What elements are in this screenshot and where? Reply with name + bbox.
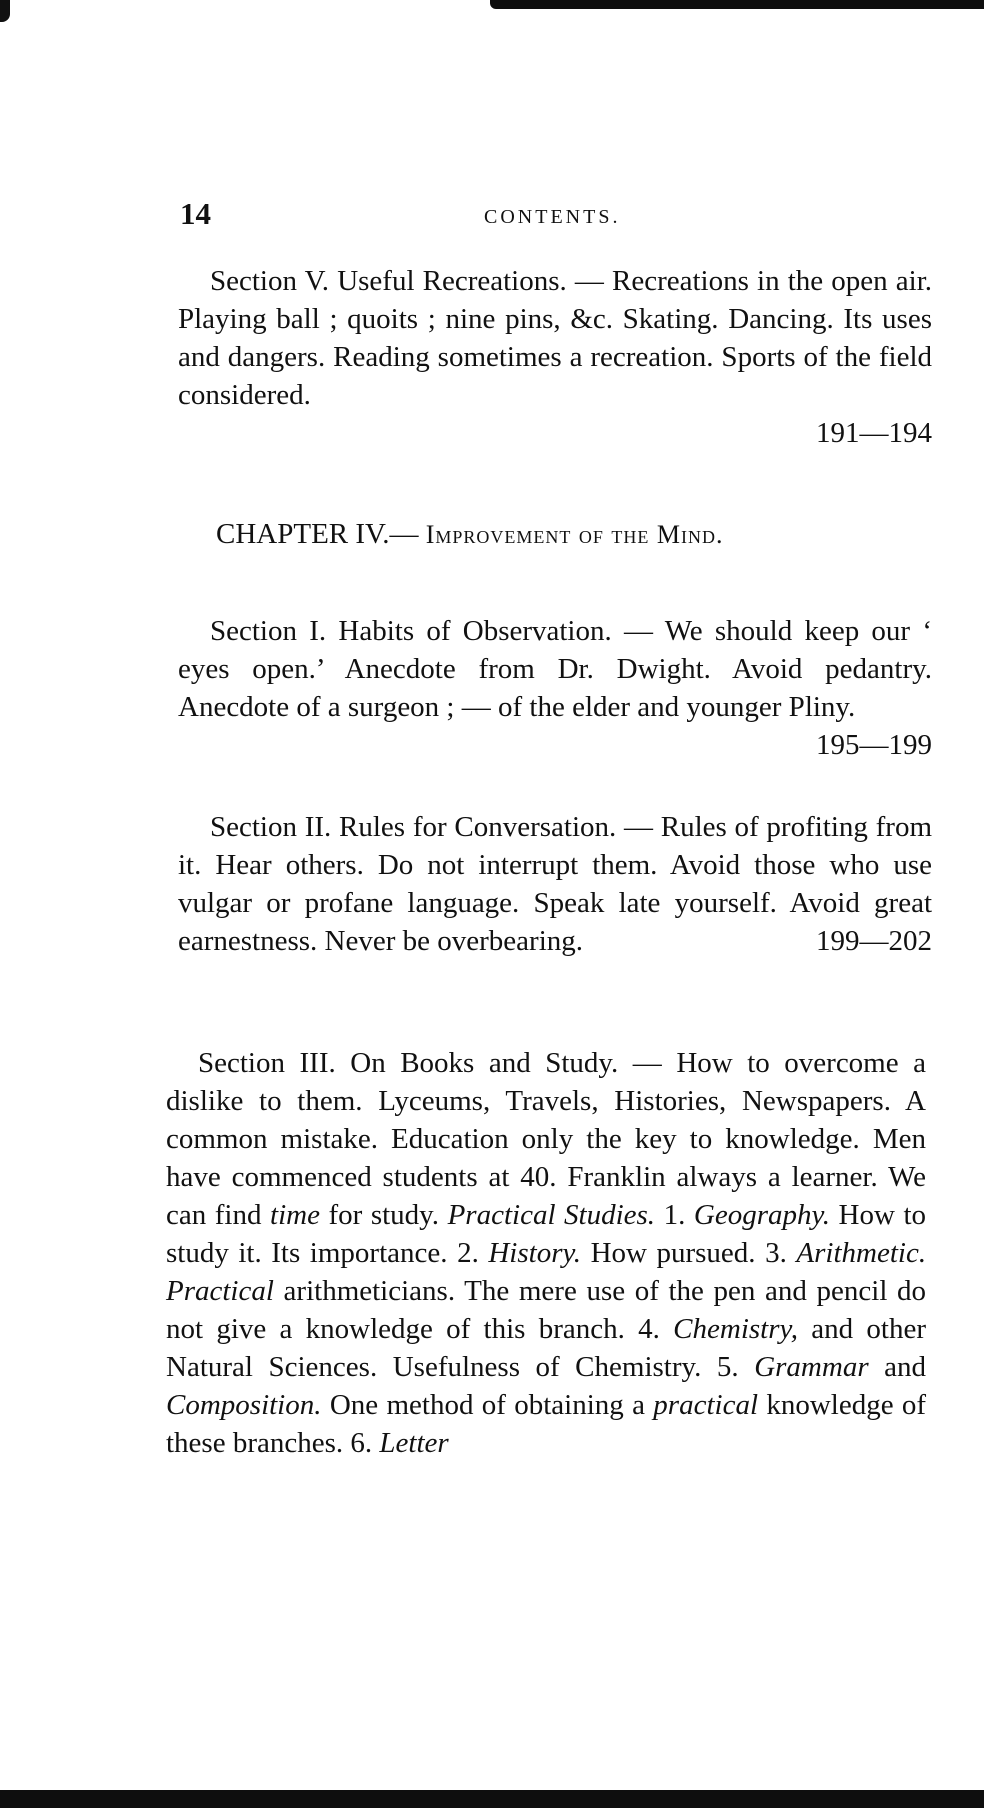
study-composition: Composition. [166, 1389, 322, 1421]
section-text: How to study it. Its importance. [166, 1199, 927, 1269]
section-text: knowledge of these branches. [166, 1389, 927, 1459]
bottom-page-edge [0, 1790, 984, 1808]
section-text: and [884, 1351, 927, 1383]
study-history: History. [488, 1237, 582, 1269]
entry-section-ii [178, 808, 932, 960]
page-range: 191—194 [816, 417, 932, 449]
study-number: 1. [663, 1199, 686, 1231]
study-arithmetic: Arithmetic. [796, 1237, 927, 1269]
emphasis-time: time [270, 1199, 320, 1231]
running-title: CONTENTS. [484, 206, 621, 228]
study-letter: Letter [379, 1427, 449, 1459]
section-label: Section V. [210, 265, 330, 297]
section-text: Habits of Observation. — We should keep our ‘ eyes open.’ Anecdote from Dr. Dwight. Avoid pedantry. Anecdote of a surgeon ; — of the elder and younger Pliny. [178, 615, 932, 723]
entry-section-iii [166, 1044, 926, 1462]
section-text: How pursued. [590, 1237, 756, 1269]
entry-section-v [178, 262, 932, 452]
margin-speck [1, 520, 7, 542]
study-grammar: Grammar [754, 1351, 869, 1383]
section-label: Section I. [210, 615, 327, 647]
section-text: One method of obtaining a [329, 1389, 645, 1421]
chapter-heading [216, 518, 724, 551]
section-label: Section III. [198, 1047, 336, 1079]
section-text: On Books and Study. — How to overcome a dislike to them. Lyceums, Travels, Histories, Newspapers. A common mistake. Education only the key to knowledge. Men have commenced students at 40. Franklin always a learner. We can find [166, 1047, 927, 1231]
page-number: 14 [180, 196, 211, 231]
top-page-edge [490, 0, 984, 9]
running-head [180, 196, 940, 236]
section-text: for study. [328, 1199, 440, 1231]
study-geography: Geography. [693, 1199, 830, 1231]
page-range: 199—202 [816, 925, 932, 957]
study-chemistry: Chemistry, [673, 1313, 799, 1345]
study-number: 6. [350, 1427, 373, 1459]
section-text: Useful Recreations. — Recreations in the open air. Playing ball ; quoits ; nine pins, &c. Skating. Dancing. Its uses and dangers. Reading sometimes a recreation. Sports of the field considered. [178, 265, 933, 411]
entry-section-i [178, 612, 932, 764]
study-number: 2. [457, 1237, 479, 1269]
page-edge-mark [0, 0, 10, 22]
emphasis-practical: Practical [166, 1275, 274, 1307]
study-number: 4. [638, 1313, 660, 1345]
emphasis-practical-2: practical [653, 1389, 758, 1421]
chapter-label: CHAPTER IV.— [216, 518, 419, 550]
emphasis-practical-studies: Practical Studies. [447, 1199, 656, 1231]
chapter-title: Improvement of the Mind. [425, 520, 724, 549]
page-range: 195—199 [816, 729, 932, 761]
section-text: arithmeticians. The mere use of the pen and pencil do not give a knowledge of this branch. [166, 1275, 927, 1345]
section-label: Section II. [210, 811, 332, 843]
section-text: Rules for Conversation. — Rules of profiting from it. Hear others. Do not interrupt them. Avoid those who use vulgar or profane language. Speak late yourself. Avoid great earnestness. Never be overbearing. [178, 811, 932, 957]
section-text: and other Natural Sciences. Usefulness of Chemistry. [166, 1313, 927, 1383]
study-number: 5. [716, 1351, 739, 1383]
study-number: 3. [765, 1237, 787, 1269]
